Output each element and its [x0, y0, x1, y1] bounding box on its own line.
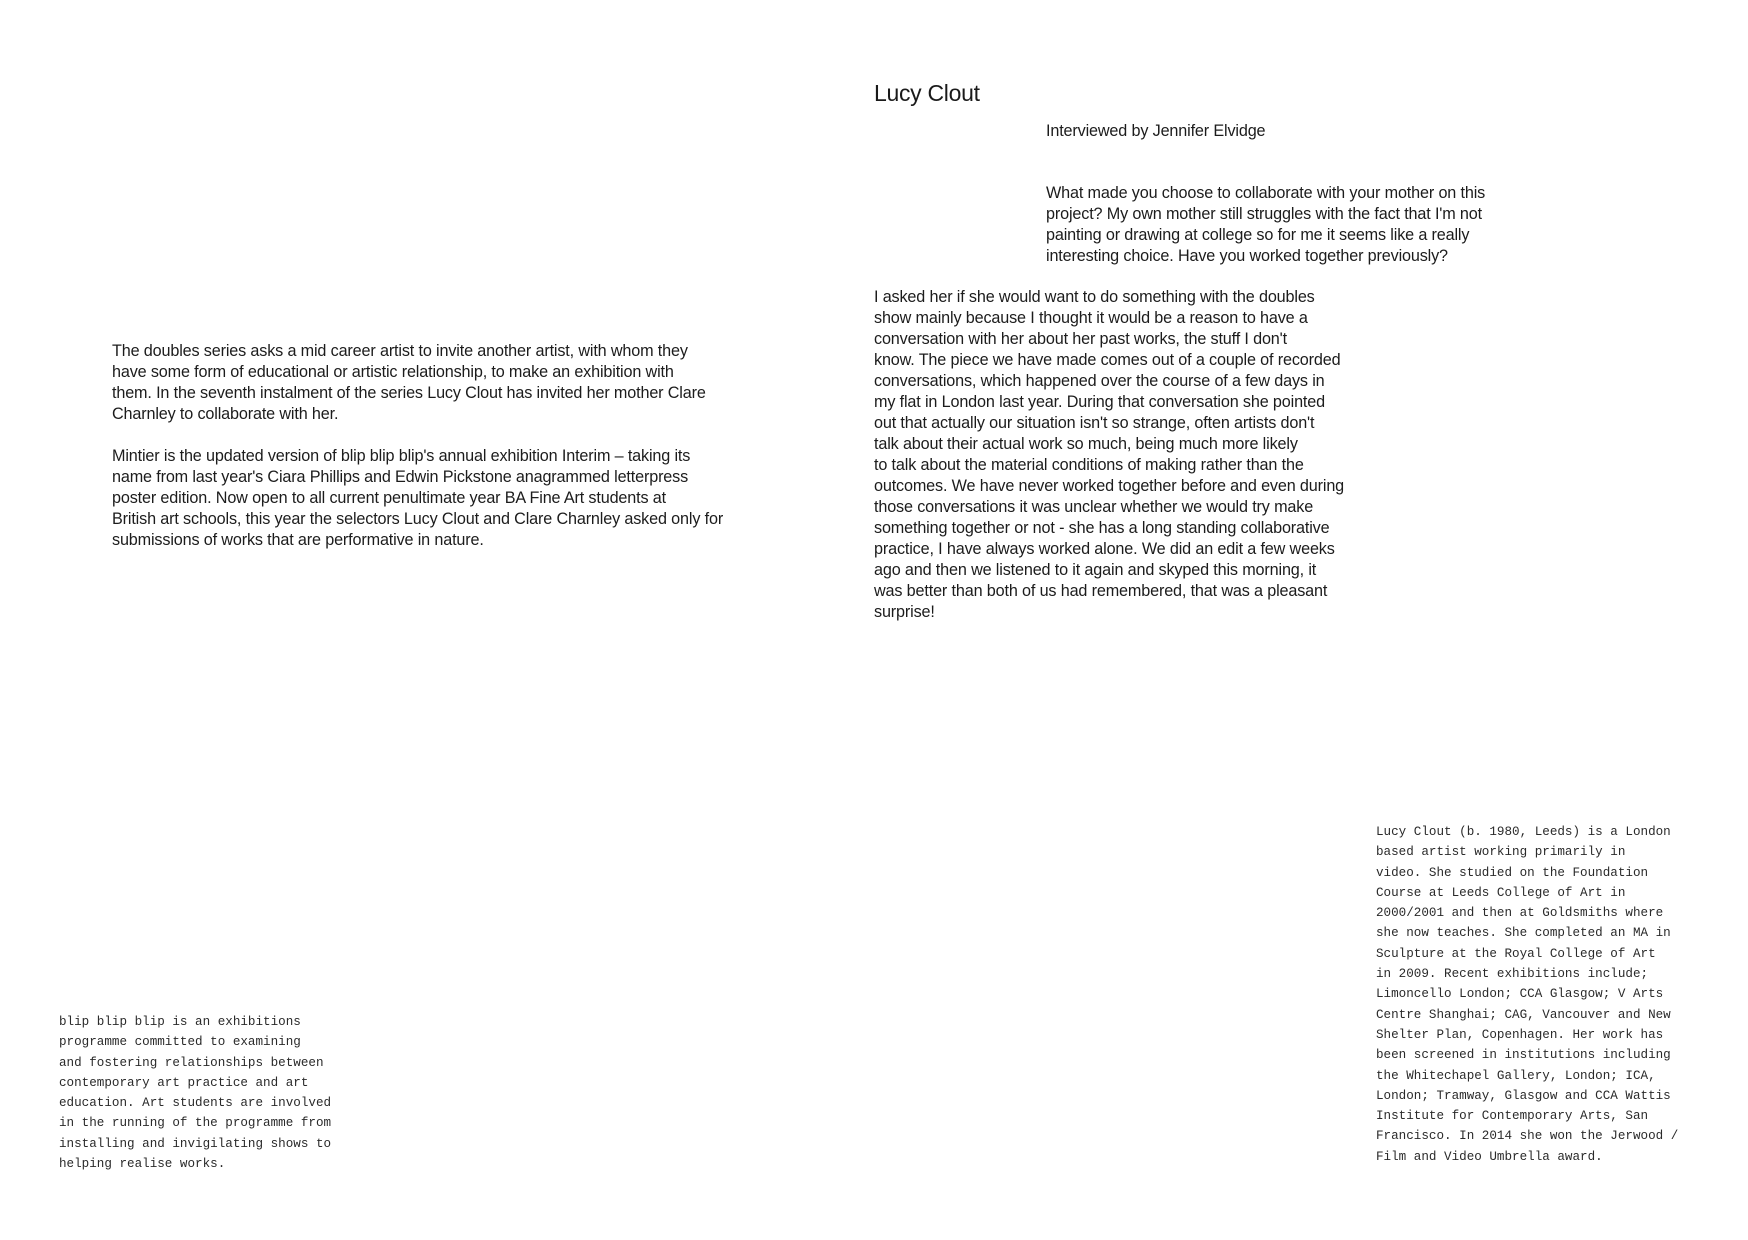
right-page: [874, 0, 1748, 1240]
interview-question: What made you choose to collaborate with your mother on this project? My own mother still struggles with the fact that I'm not painting or drawing at college so for me it seems like a really interesting choice. Have you worked together previously?: [1046, 184, 1486, 265]
about-blip-blip-blip: blip blip blip is an exhibitions programme committed to examining and fostering relationships between contemporary art practice and art education. Art students are involved in the running of the programme from installing and invigilating shows to helping realise works.: [59, 1015, 332, 1172]
artist-bio: Lucy Clout (b. 1980, Leeds) is a London based artist working primarily in video. She studied on the Foundation Course at Leeds College of Art in 2000/2001 and then at Goldsmiths where she now teaches. She completed an MA in Sculpture at the Royal College of Art in 2009. Recent exhibitions include; Limoncello London; CCA Glasgow; V Arts Centre Shanghai; CAG, Vancouver and New Shelter Plan, Copenhagen. Her work has been screened in institutions including the Whitechapel Gallery, London; ICA, London; Tramway, Glasgow and CCA Wattis Institute for Contemporary Arts, San Francisco. In 2014 she won the Jerwood / Film and Video Umbrella award.: [1376, 825, 1679, 1164]
interviewer-byline: Interviewed by Jennifer Elvidge: [1046, 122, 1266, 140]
intro-paragraph-doubles: The doubles series asks a mid career artist to invite another artist, with whom they have some form of educational or artistic relationship, to make an exhibition with them. In the seventh instalment of the series Lucy Clout has invited her mother Clare Charnley to collaborate with her.: [112, 342, 706, 423]
interview-answer: I asked her if she would want to do something with the doubles show mainly because I thought it would be a reason to have a conversation with her about her past works, the stuff I don't know. The piece we have made comes out of a couple of recorded conversations, which happened over the course of a few days in my flat in London last year. During that conversation she pointed out that actually our situation isn't so strange, often artists don't talk about their actual work so much, being much more likely to talk about the material conditions of making rather than the outcomes. We have never worked together before and even during those conversations it was unclear whether we would try make something together or not - she has a long standing collaborative practice, I have always worked alone. We did an edit a few weeks ago and then we listened to it again and skyped this morning, it was better than both of us had remembered, that was a pleasant surprise!: [874, 288, 1345, 621]
interview-title: Lucy Clout: [874, 80, 980, 106]
intro-text: [112, 341, 772, 572]
intro-paragraph-mintier: Mintier is the updated version of blip blip blip's annual exhibition Interim – taking its name from last year's Ciara Phillips and Edwin Pickstone anagrammed letterpress poster edition. Now open to all current penultimate year BA Fine Art students at British art schools, this year the selectors Lucy Clout and Clare Charnley asked only for submissions of works that are performative in nature.: [112, 447, 724, 549]
